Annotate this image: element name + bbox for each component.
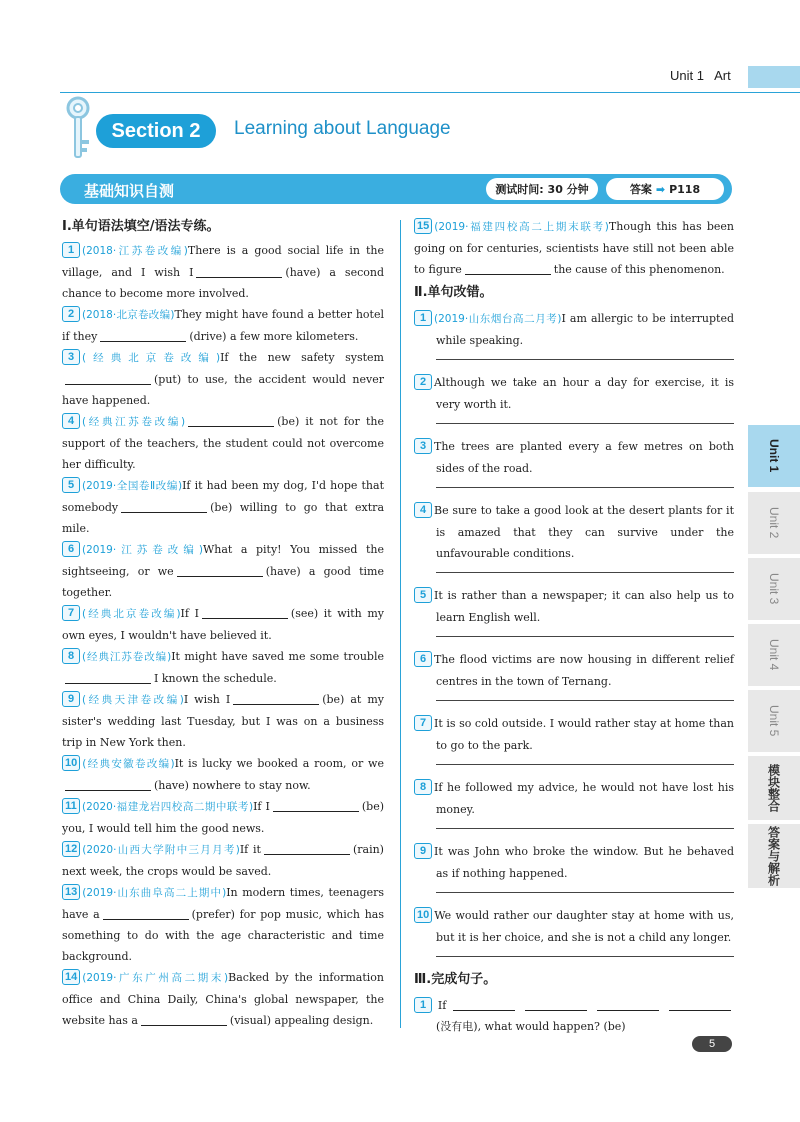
correction-item [414, 500, 734, 564]
answer-blank[interactable] [141, 1014, 227, 1026]
item-number: 6 [62, 541, 80, 557]
answer-line[interactable] [436, 487, 734, 488]
right-column [414, 216, 734, 1037]
grammar-item [62, 411, 384, 475]
answer-blank[interactable] [264, 843, 350, 855]
answer-blank[interactable] [669, 999, 731, 1011]
answer-page: P118 [669, 182, 701, 196]
answer-blank[interactable] [188, 415, 274, 427]
answer-blank[interactable] [233, 693, 319, 705]
item-text: I am allergic to be interrupted while speaking. [436, 312, 734, 347]
column-divider [400, 220, 401, 1028]
correction-item [414, 777, 734, 820]
running-header [670, 68, 731, 83]
item-number: 5 [62, 477, 80, 493]
item-number: 9 [414, 843, 432, 859]
grammar-item [414, 216, 734, 280]
item-text-b: (be) you, I would tell him the good news. [62, 800, 384, 835]
item-text-a: If the new safety system [220, 351, 384, 364]
item-source: (2018·江苏卷改编) [82, 245, 188, 257]
answer-blank[interactable] [65, 779, 151, 791]
answer-line[interactable] [436, 572, 734, 573]
item-number: 4 [414, 502, 432, 518]
item-number: 13 [62, 884, 80, 900]
item-text-b: the cause of this phenomenon. [553, 263, 725, 276]
item-source: (经典江苏卷改编) [82, 651, 172, 663]
answer-line[interactable] [436, 956, 734, 957]
item-source: (经典安徽卷改编) [82, 758, 175, 770]
side-tab-3[interactable]: Unit 3 [748, 558, 800, 620]
answer-blank[interactable] [177, 565, 263, 577]
answer-line[interactable] [436, 764, 734, 765]
item-number: 1 [414, 997, 432, 1013]
item-text: If he followed my advice, he would not have lost his money. [434, 781, 734, 816]
item-text-b: (be) at my sister's wedding last Tuesday, but I was on a business trip in New York then. [62, 693, 384, 749]
grammar-item [62, 689, 384, 753]
item-text-b: (see) it with my own eyes, I wouldn't have believed it. [62, 607, 384, 642]
answer-line[interactable] [436, 700, 734, 701]
grammar-item [62, 475, 384, 539]
answer-blank[interactable] [100, 330, 186, 342]
header-topic: Art [714, 68, 731, 83]
header-rule [60, 92, 800, 93]
item-text-b: (be) willing to go that extra mile. [62, 501, 384, 535]
answer-label: 答案 [629, 183, 652, 196]
answer-blank[interactable] [465, 263, 551, 275]
answer-line[interactable] [436, 828, 734, 829]
item-text-b: (have) nowhere to stay now. [154, 779, 311, 792]
left-column [62, 216, 384, 1031]
item-number: 3 [414, 438, 432, 454]
answer-blank[interactable] [65, 672, 151, 684]
answer-blank[interactable] [597, 999, 659, 1011]
answer-line[interactable] [436, 636, 734, 637]
part2-list [414, 308, 734, 957]
part2-heading: Ⅱ.单句改错。 [414, 285, 493, 300]
answer-line[interactable] [436, 359, 734, 360]
item-text-b: (put) to use, the accident would never have happened. [62, 373, 384, 407]
part3-heading: Ⅲ.完成句子。 [414, 972, 497, 987]
grammar-item [62, 539, 384, 603]
item-text-b: (没有电), what would happen? (be) [436, 1020, 626, 1033]
answer-blank[interactable] [121, 501, 207, 513]
item-text: We would rather our daughter stay at home with us, but it is her choice, and she is not a child any longer. [434, 909, 734, 944]
item-text-b: (drive) a few more kilometers. [189, 330, 359, 343]
item-number: 1 [62, 242, 80, 258]
section-title: Learning about Language [234, 118, 451, 139]
side-tab-4[interactable]: Unit 4 [748, 624, 800, 686]
item-number: 2 [414, 374, 432, 390]
side-tab-5[interactable]: Unit 5 [748, 690, 800, 752]
item-number: 7 [414, 715, 432, 731]
item-text: Be sure to take a good look at the desert plants for it is amazed that they can survive under the unfavourable conditions. [434, 504, 734, 560]
item-text-a: There is a good social life in the village, and I wish I [62, 244, 384, 279]
item-text: The trees are planted every a few metres on both sides of the road. [434, 440, 734, 475]
header-color-bar [748, 66, 800, 88]
item-number: 6 [414, 651, 432, 667]
item-source: (2019·山东曲阜高二上期中) [82, 887, 227, 899]
item-source: (2019·福建四校高二上期末联考) [434, 221, 609, 233]
answer-blank[interactable] [65, 373, 151, 385]
item-text-b: (visual) appealing design. [229, 1014, 374, 1027]
item-source: (2019·山东烟台高二月考) [434, 313, 562, 325]
item-number: 8 [414, 779, 432, 795]
page-number: 5 [692, 1036, 732, 1052]
item-source: (经典江苏卷改编) [82, 416, 186, 428]
item-text-a: What a pity! You missed the sightseeing, or we [62, 543, 384, 578]
item-text-b: (rain) next week, the crops would be saved. [62, 843, 384, 878]
key-icon [60, 96, 100, 160]
item-text-a: If it [239, 843, 261, 856]
part1-heading: Ⅰ.单句语法填空/语法专练。 [62, 219, 220, 234]
item-number: 8 [62, 648, 80, 664]
item-number: 15 [414, 218, 432, 234]
item-source: (2020·山西大学附中三月月考) [82, 844, 240, 856]
item-source: (2019·江苏卷改编) [82, 544, 203, 556]
item-text: It was John who broke the window. But he behaved as if nothing happened. [434, 845, 734, 880]
item-text-a: If [437, 999, 447, 1012]
grammar-item [62, 646, 384, 689]
item-number: 12 [62, 841, 80, 857]
answer-blank[interactable] [453, 999, 515, 1011]
grammar-item [62, 753, 384, 796]
item-number: 2 [62, 306, 80, 322]
item-number: 3 [62, 349, 80, 365]
item-number: 11 [62, 798, 80, 814]
grammar-item [62, 796, 384, 839]
part3-item [414, 995, 734, 1037]
item-text-a: They might have found a better hotel if they [62, 308, 384, 343]
grammar-item [62, 304, 384, 347]
item-text: The flood victims are now housing in different relief centres in the town of Ternang. [434, 653, 734, 688]
correction-item [414, 436, 734, 479]
correction-item [414, 308, 734, 351]
item-source: (2019·广东广州高二期末) [82, 972, 229, 984]
item-text-b: (be) it not for the support of the teachers, the student could not overcome her difficulty. [62, 415, 384, 471]
grammar-item [62, 347, 384, 411]
item-source: (2018·北京卷改编) [82, 309, 175, 321]
answer-blank[interactable] [273, 800, 359, 812]
answer-blank[interactable] [196, 266, 282, 278]
banner-title: 基础知识自测 [84, 182, 175, 200]
answer-blank[interactable] [525, 999, 587, 1011]
grammar-item [62, 839, 384, 882]
item-number: 7 [62, 605, 80, 621]
answer-badge [606, 178, 724, 200]
item-text-a: It is lucky we booked a room, or we [174, 757, 384, 770]
item-number: 5 [414, 587, 432, 603]
arrow-right-icon: ➡ [655, 182, 666, 196]
correction-item [414, 372, 734, 415]
item-number: 9 [62, 691, 80, 707]
answer-blank[interactable] [103, 908, 189, 920]
item-text-b: (have) a second chance to become more involved. [62, 266, 384, 300]
item-source: (经典北京卷改编) [82, 608, 181, 620]
correction-item [414, 585, 734, 628]
answer-line[interactable] [436, 892, 734, 893]
correction-item [414, 905, 734, 948]
item-text-a: If it had been my dog, I'd hope that somebody [62, 479, 384, 514]
item-source: (经典天津卷改编) [82, 694, 184, 706]
item-text: It is so cold outside. I would rather stay at home than to go to the park. [434, 717, 734, 752]
item-number: 4 [62, 413, 80, 429]
side-tab-2[interactable]: Unit 2 [748, 492, 800, 554]
side-tab-6[interactable]: 模块整合 [748, 756, 800, 820]
correction-item [414, 713, 734, 756]
grammar-item [62, 603, 384, 646]
correction-item [414, 649, 734, 692]
item-text: Although we take an hour a day for exercise, it is very worth it. [434, 376, 734, 411]
header-unit: Unit 1 [670, 68, 704, 83]
item-number: 10 [62, 755, 80, 771]
item-source: (2020·福建龙岩四校高二期中联考) [82, 801, 254, 813]
section-label: Section 2 [96, 114, 216, 148]
test-time-badge: 测试时间: 30 分钟 [486, 178, 598, 200]
part1-list [62, 240, 384, 1031]
item-text-a: I wish I [183, 693, 231, 706]
item-text-b: (prefer) for pop music, which has something to do with the age characteristic and time background. [62, 908, 384, 963]
grammar-item [62, 882, 384, 967]
item-text-a: If I [253, 800, 270, 813]
item-number: 1 [414, 310, 432, 326]
grammar-item [62, 967, 384, 1031]
correction-item [414, 841, 734, 884]
item-text: It is rather than a newspaper; it can also help us to learn English well. [434, 589, 734, 624]
item-text-a: In modern times, teenagers have a [62, 886, 384, 921]
item-text-b: I known the schedule. [154, 672, 277, 685]
item-text-a: Though this has been going on for centuries, scientists have still not been able to figure [414, 220, 734, 276]
answer-blank[interactable] [202, 607, 288, 619]
side-tab-7[interactable]: 答案与解析 [748, 824, 800, 888]
grammar-item [62, 240, 384, 304]
item-text-a: If I [180, 607, 199, 620]
item-text-b: (have) a good time together. [62, 565, 384, 599]
part1-overflow [414, 216, 734, 280]
item-number: 14 [62, 969, 80, 985]
answer-line[interactable] [436, 423, 734, 424]
item-text-a: Backed by the information office and China Daily, China's global newspaper, the website has a [62, 971, 384, 1027]
item-text-a: It might have saved me some trouble [171, 650, 384, 663]
side-tab-1[interactable]: Unit 1 [748, 425, 800, 487]
item-source: (2019·全国卷Ⅱ改编) [82, 480, 183, 492]
item-source: (经典北京卷改编) [82, 352, 221, 364]
item-number: 10 [414, 907, 432, 923]
